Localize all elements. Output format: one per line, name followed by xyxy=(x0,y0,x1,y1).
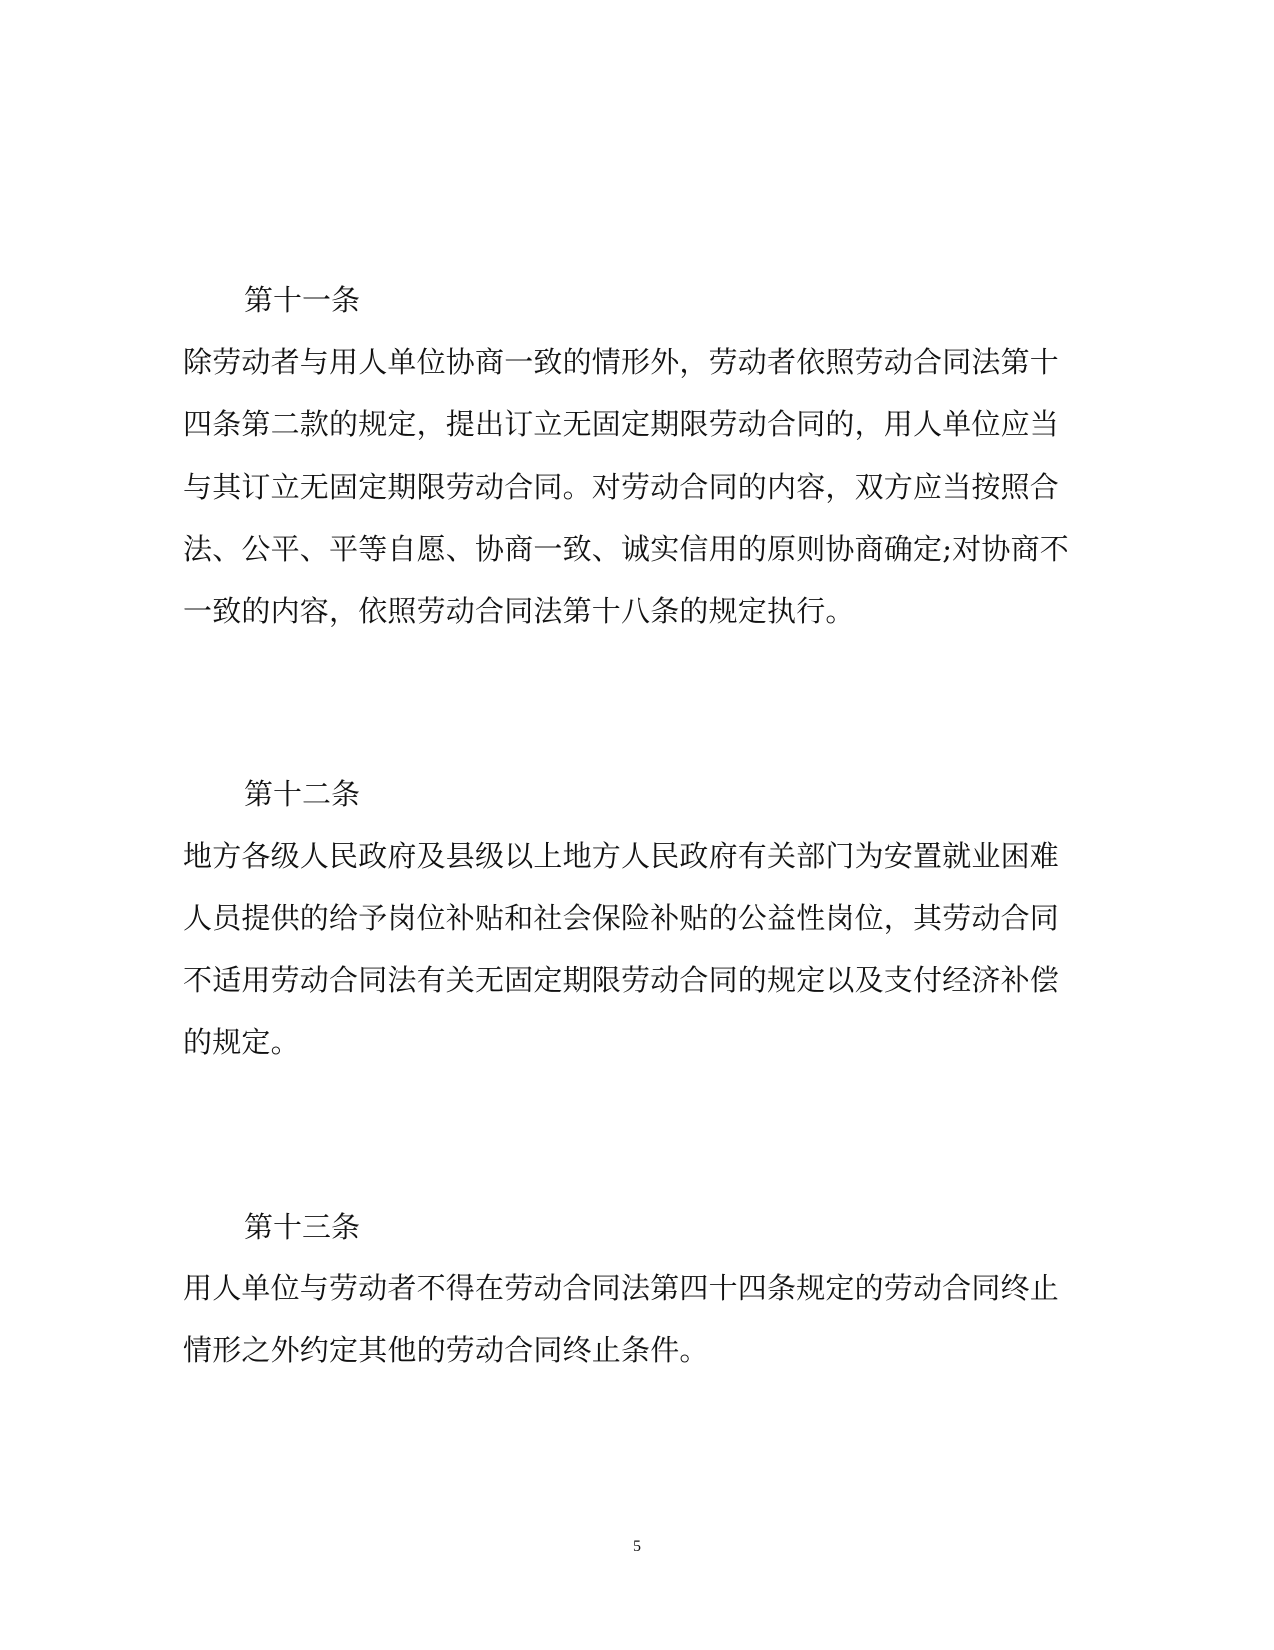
article-11-line-5: 一致的内容，依照劳动合同法第十八条的规定执行。 xyxy=(183,594,855,628)
article-13-line-2: 情形之外约定其他的劳动合同终止条件。 xyxy=(183,1333,709,1367)
article-12-line-3: 不适用劳动合同法有关无固定期限劳动合同的规定以及支付经济补偿 xyxy=(183,963,1060,997)
article-13-heading: 第十三条 xyxy=(244,1210,361,1244)
article-13-line-1: 用人单位与劳动者不得在劳动合同法第四十四条规定的劳动合同终止 xyxy=(183,1271,1060,1305)
article-12-line-4: 的规定。 xyxy=(183,1025,300,1059)
article-12-line-2: 人员提供的给予岗位补贴和社会保险补贴的公益性岗位，其劳动合同 xyxy=(183,901,1060,935)
article-11-line-3: 与其订立无固定期限劳动合同。对劳动合同的内容，双方应当按照合 xyxy=(183,470,1060,504)
article-12-heading: 第十二条 xyxy=(244,777,361,811)
article-11-line-4: 法、公平、平等自愿、协商一致、诚实信用的原则协商确定;对协商不 xyxy=(183,532,1069,566)
article-12-line-1: 地方各级人民政府及县级以上地方人民政府有关部门为安置就业困难 xyxy=(183,839,1060,873)
article-11-heading: 第十一条 xyxy=(244,283,361,317)
article-11-line-2: 四条第二款的规定，提出订立无固定期限劳动合同的，用人单位应当 xyxy=(183,407,1060,441)
article-11-line-1: 除劳动者与用人单位协商一致的情形外，劳动者依照劳动合同法第十 xyxy=(183,345,1060,379)
page-number: 5 xyxy=(633,1538,641,1555)
